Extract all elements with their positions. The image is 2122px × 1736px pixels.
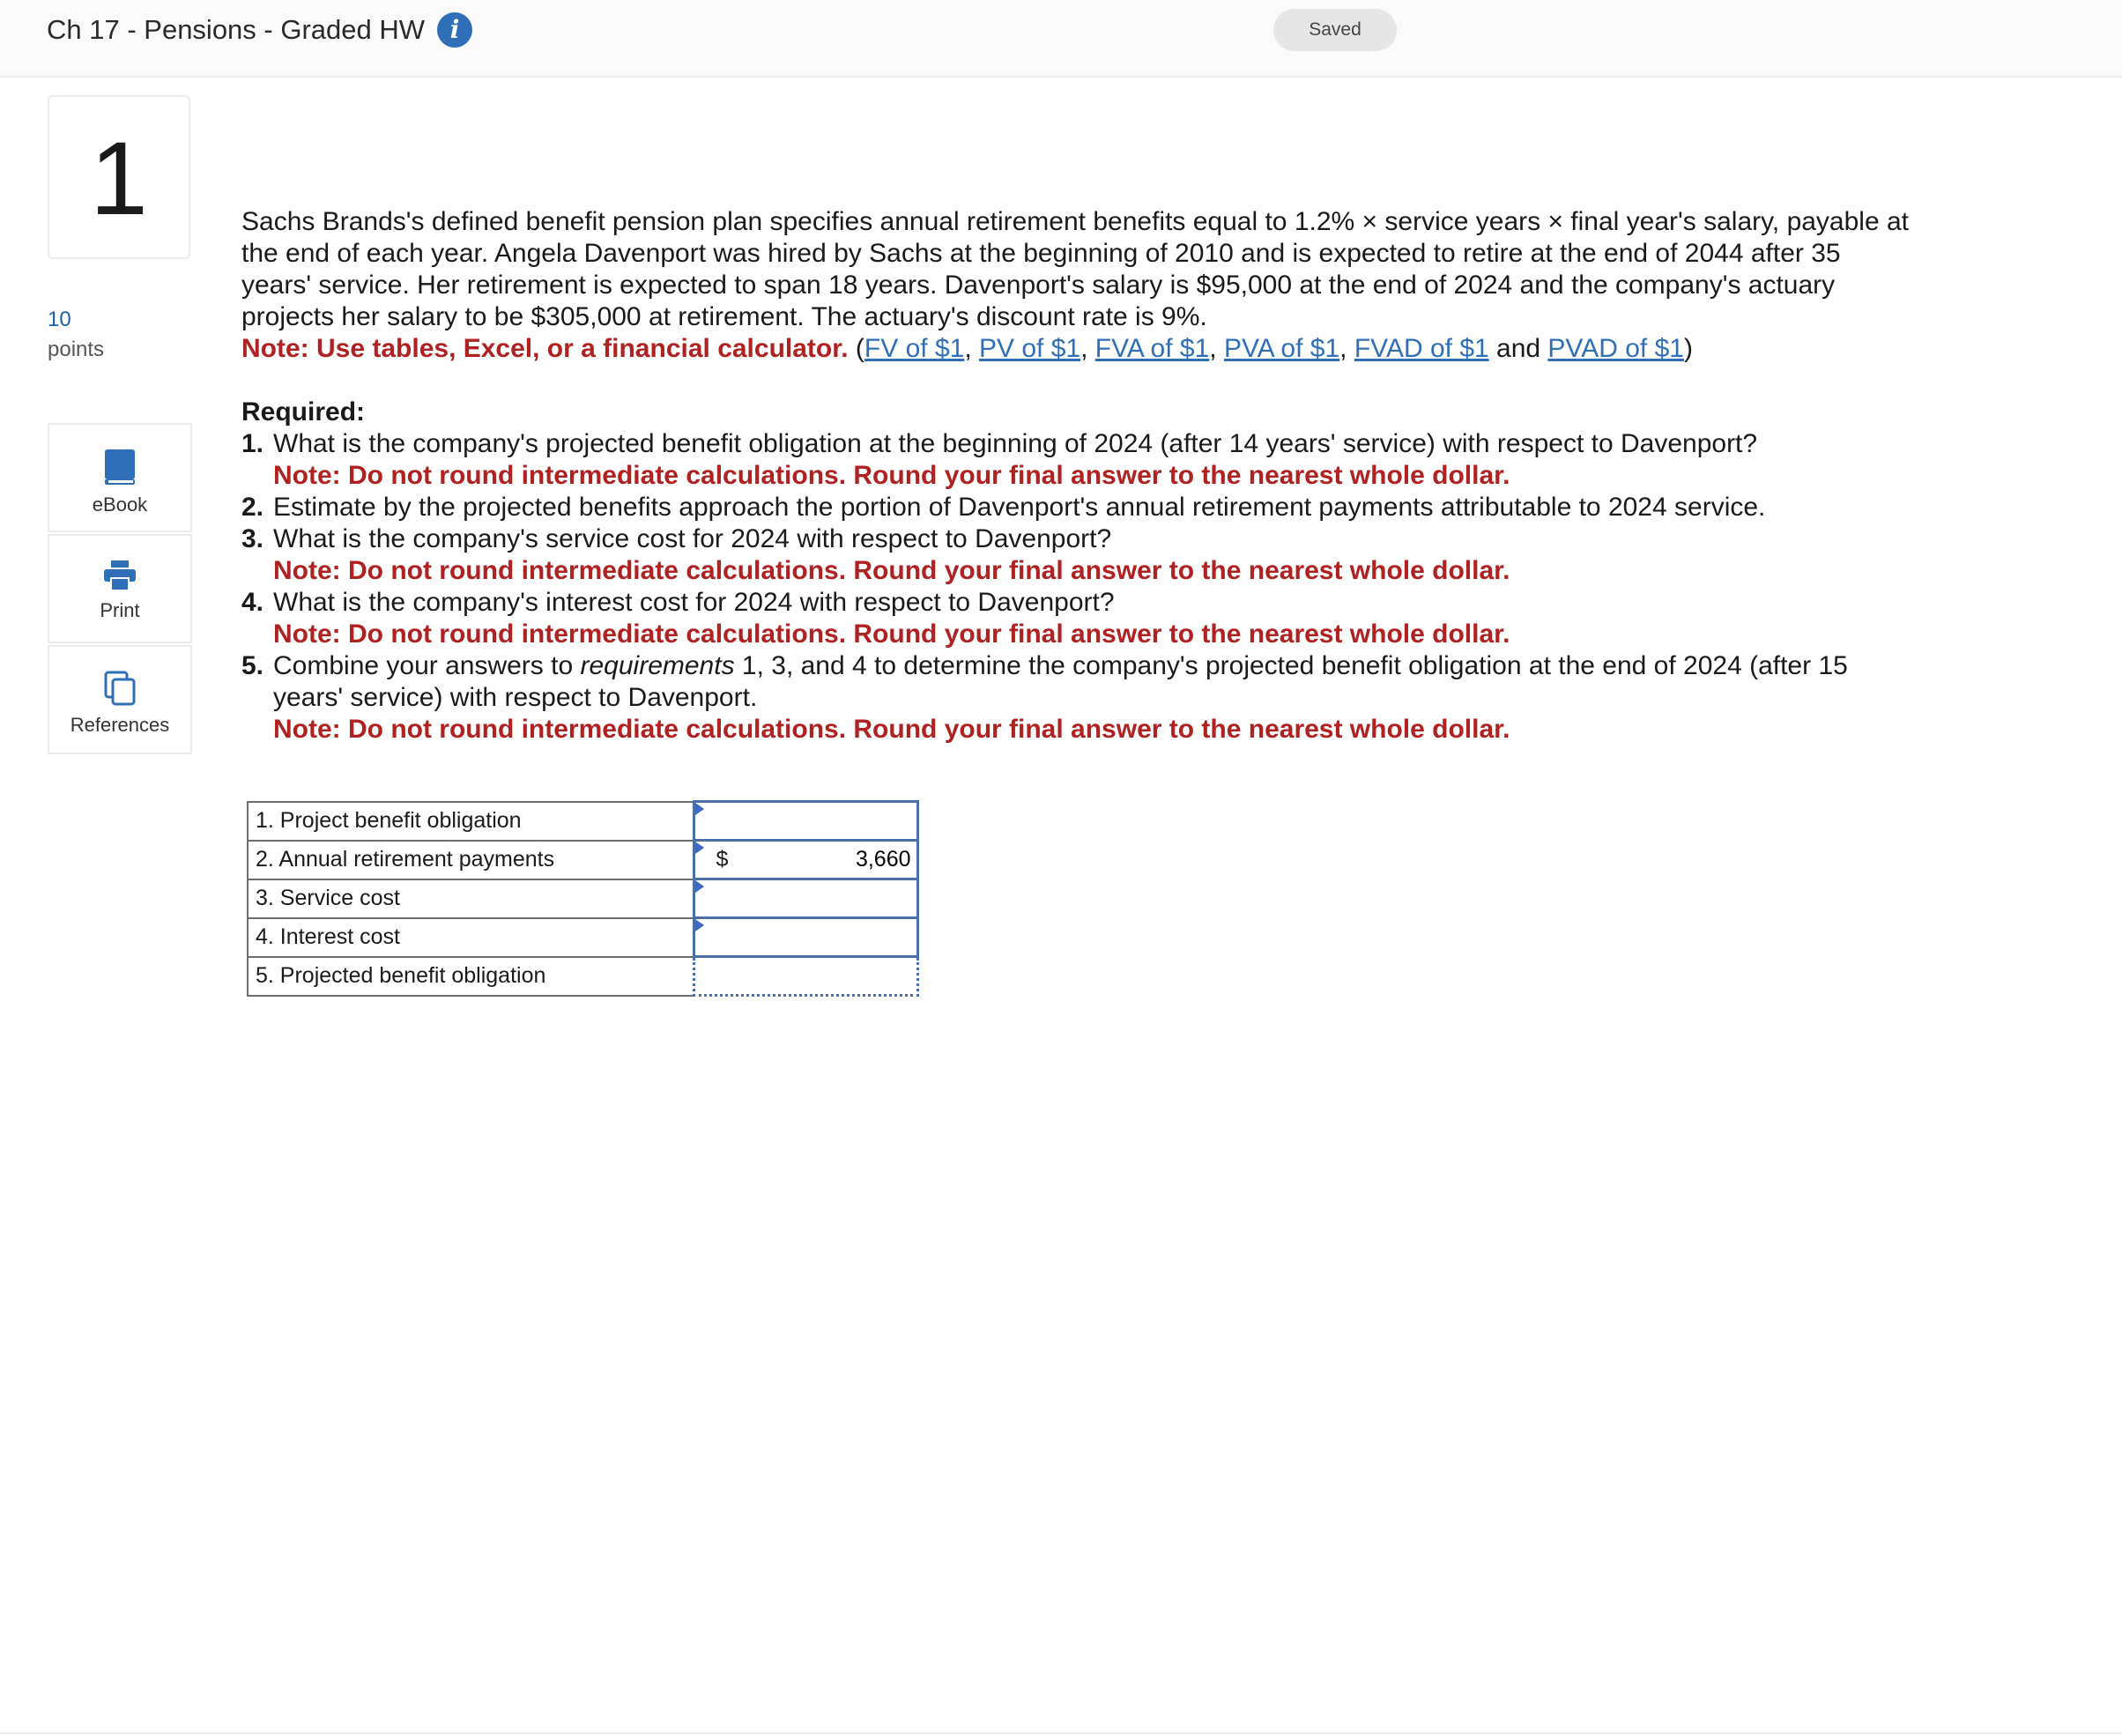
separator: , [964, 334, 979, 363]
requirement-text: Estimate by the projected benefits approach the portion of Davenport's annual retirement payments attributable to 2024 service. [273, 493, 1766, 522]
requirement-number: 4. [241, 588, 264, 617]
link-pva[interactable]: PVA of $1 [1223, 334, 1340, 363]
link-pv[interactable]: PV of $1 [979, 334, 1081, 363]
input-marker-icon [695, 803, 704, 815]
link-fva[interactable]: FVA of $1 [1094, 334, 1210, 363]
table-row [248, 841, 917, 879]
requirement-number: 1. [241, 429, 264, 458]
question-number: 1 [48, 95, 190, 259]
footer-divider [0, 1732, 2122, 1734]
requirement-number: 3. [241, 524, 264, 553]
separator-and: and [1488, 334, 1548, 363]
table-row [248, 918, 917, 957]
answer-cell [694, 841, 917, 879]
requirement-note: Note: Do not round intermediate calculations. Round your final answer to the nearest whole dollar. [273, 619, 1510, 649]
requirement-item [241, 587, 1916, 650]
info-icon[interactable]: i [437, 12, 472, 48]
currency-symbol: $ [716, 847, 729, 872]
separator: , [1209, 334, 1224, 363]
requirements-list [241, 428, 1916, 746]
requirement-text-italic: requirements [580, 651, 735, 680]
requirement-note: Note: Do not round intermediate calculations. Round your final answer to the nearest whole dollar. [273, 556, 1510, 585]
separator: , [1339, 334, 1354, 363]
answer-cell [694, 957, 917, 996]
requirement-number: 2. [241, 493, 264, 522]
assignment-title-text: Ch 17 - Pensions - Graded HW [47, 14, 426, 45]
answer-cell [694, 918, 917, 957]
requirement-text: What is the company's projected benefit obligation at the beginning of 2024 (after 14 years' service) with respect to Davenport? [273, 429, 1758, 458]
copy-icon [103, 670, 137, 707]
requirement-text: What is the company's service cost for 2024 with respect to Davenport? [273, 524, 1112, 553]
project-benefit-obligation-input[interactable] [695, 803, 916, 839]
points-value: 10 [48, 308, 71, 331]
table-row [248, 802, 917, 841]
book-icon [103, 448, 137, 486]
saved-status-badge: Saved [1273, 9, 1397, 51]
requirement-text [273, 650, 1916, 714]
answer-cell [694, 802, 917, 841]
points-label: points [48, 338, 105, 361]
printer-icon [102, 559, 137, 592]
references-button[interactable] [48, 645, 192, 754]
header-bar [0, 0, 2122, 78]
requirement-item [241, 492, 1916, 523]
requirement-number: 5. [241, 651, 264, 680]
link-fvad[interactable]: FVAD of $1 [1354, 334, 1489, 363]
requirement-item [241, 428, 1916, 492]
ebook-button[interactable] [48, 423, 192, 532]
projected-benefit-obligation-input[interactable] [695, 958, 916, 994]
requirement-item [241, 650, 1916, 746]
requirement-note: Note: Do not round intermediate calculations. Round your final answer to the nearest whole dollar. [273, 715, 1510, 744]
question-intro: Sachs Brands's defined benefit pension plan specifies annual retirement benefits equal to 1.2% × service years × final year's salary, payable at the end of each year. Angela Davenport was hired by Sachs at the beginning of 2010 and is expected to retire at the end of 2044 after 35 years' service. Her retirement is expected to span 18 years. Davenport's salary is $95,000 at the end of 2024 and the company's actuary projects her salary to be $305,000 at retirement. The actuary's discount rate is 9%. [241, 207, 1910, 331]
link-pvad[interactable]: PVAD of $1 [1547, 334, 1684, 363]
ebook-label: eBook [92, 493, 148, 516]
table-row [248, 879, 917, 918]
answer-label: 2. Annual retirement payments [248, 841, 694, 879]
print-label: Print [100, 599, 140, 621]
service-cost-input[interactable] [695, 880, 916, 916]
question-content [241, 206, 1916, 746]
input-marker-icon [695, 919, 704, 931]
answer-table [247, 800, 919, 997]
assignment-title [47, 12, 472, 48]
print-button[interactable] [48, 534, 192, 643]
paren-close: ) [1683, 334, 1693, 363]
separator: , [1080, 334, 1095, 363]
requirement-text: What is the company's interest cost for 2024 with respect to Davenport? [273, 588, 1115, 617]
input-marker-icon [695, 842, 704, 854]
requirement-text-part: 1, 3, and 4 to determine the company's projected benefit obligation at the end of 2024 (after 15 years' service) with respect to Davenport. [273, 651, 1848, 712]
paren-open: ( [848, 334, 864, 363]
tables-note: Note: Use tables, Excel, or a financial calculator. [241, 334, 849, 363]
requirement-text-part: Combine your answers to [273, 651, 581, 680]
link-fv[interactable]: FV of $1 [864, 334, 965, 363]
requirement-item [241, 523, 1916, 587]
references-label: References [70, 714, 170, 736]
answer-label: 1. Project benefit obligation [248, 802, 694, 841]
required-heading: Required: [241, 397, 366, 427]
answer-label: 4. Interest cost [248, 918, 694, 957]
requirement-note: Note: Do not round intermediate calculations. Round your final answer to the nearest whole dollar. [273, 461, 1510, 490]
answer-cell [694, 879, 917, 918]
answer-label: 5. Projected benefit obligation [248, 957, 694, 996]
interest-cost-input[interactable] [695, 919, 916, 955]
input-marker-icon [695, 880, 704, 893]
answer-label: 3. Service cost [248, 879, 694, 918]
tables-note-line [241, 333, 1916, 365]
table-row [248, 957, 917, 996]
points-indicator [48, 305, 104, 365]
